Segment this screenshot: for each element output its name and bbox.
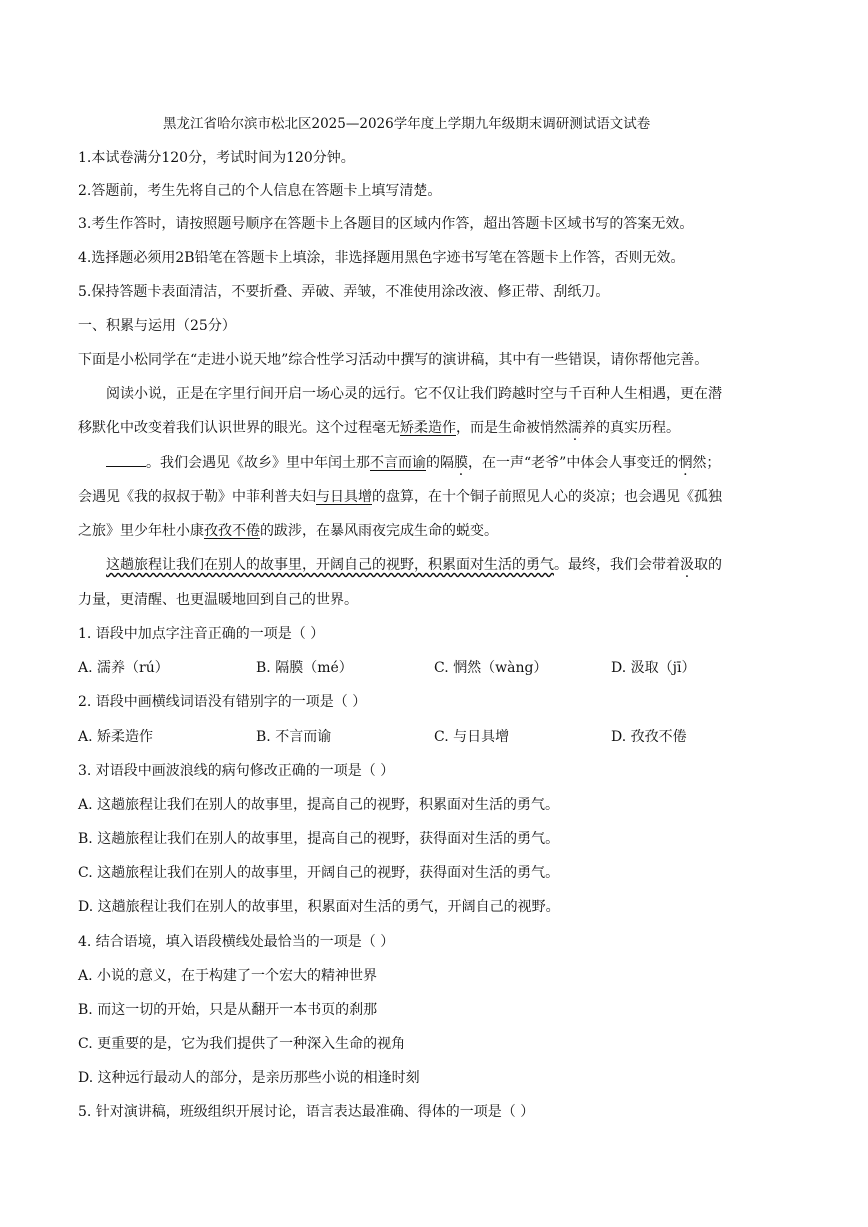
passage-line xyxy=(78,521,498,541)
question-option: A. 矫柔造作 xyxy=(78,729,154,745)
passage-line xyxy=(106,555,722,575)
dotted-char: 濡 xyxy=(568,420,582,436)
question-option: C. 更重要的是，它为我们提供了一种深入生命的视角 xyxy=(78,1036,406,1052)
exam-title: 黑龙江省哈尔滨市松北区2025—2026学年度上学期九年级期末调研测试语文试卷 xyxy=(163,116,651,132)
passage-line xyxy=(106,452,720,473)
passage-text: ，而是生命被悄然 xyxy=(456,420,568,436)
passage-text: 的隔 xyxy=(426,455,454,471)
passage-text: 。最终，我们会带着 xyxy=(554,557,680,573)
question-option: B. 不言而谕 xyxy=(256,729,332,745)
question-option: D. 汲取（jī） xyxy=(611,660,696,676)
question-option: C. 与日具增 xyxy=(434,729,510,745)
question-option: D. 孜孜不倦 xyxy=(611,729,687,745)
question-stem: 4. 结合语境，填入语段横线处最恰当的一项是（ ） xyxy=(78,934,395,950)
question-option: B. 隔膜（mé） xyxy=(256,660,353,676)
question-option: A. 濡养（rú） xyxy=(78,660,169,676)
question-option: C. 这趟旅程让我们在别人的故事里，开阔自己的视野，获得面对生活的勇气。 xyxy=(78,865,560,881)
note-item: 1.本试卷满分120分，考试时间为120分钟。 xyxy=(78,150,355,166)
question-option: D. 这种远行最动人的部分，是亲历那些小说的相逢时刻 xyxy=(78,1070,420,1086)
note-item: 3.考生作答时，请按照题号顺序在答题卡上各题目的区域内作答，超出答题卡区域书写的答案无效。 xyxy=(78,216,694,232)
section-heading: 一、积累与运用（25分） xyxy=(78,318,236,334)
question-stem: 3. 对语段中画波浪线的病句修改正确的一项是（ ） xyxy=(78,763,395,779)
question-stem: 1. 语段中加点字注音正确的一项是（ ） xyxy=(78,626,325,642)
passage-text: 的盘算，在十个铜子前照见人心的炎凉；也会遇见《孤独 xyxy=(372,489,722,505)
passage-line: 阅读小说，正是在字里行间开启一场心灵的远行。它不仅让我们跨越时空与千百种人生相遇，更在潜 xyxy=(106,386,722,402)
underlined-word: 不言而谕 xyxy=(370,455,426,471)
question-option: A. 小说的意义，在于构建了一个宏大的精神世界 xyxy=(78,968,378,984)
note-item: 4.选择题必须用2B铅笔在答题卡上填涂，非选择题用黑色字迹书写笔在答题卡上作答，否则无效。 xyxy=(78,250,685,266)
passage-text: 。我们会遇见《故乡》里中年闰土那 xyxy=(146,455,370,471)
passage-text: 会遇见《我的叔叔于勒》中菲利普夫妇 xyxy=(78,489,316,505)
dotted-char: 汲 xyxy=(680,557,694,573)
underlined-word: 矫柔造作 xyxy=(400,420,456,436)
passage-text: 之旅》里少年杜小康 xyxy=(78,523,204,539)
passage-line xyxy=(78,487,722,507)
passage-line: 力量，更清醒、也更温暖地回到自己的世界。 xyxy=(78,592,358,608)
question-option: A. 这趟旅程让我们在别人的故事里，提高自己的视野，积累面对生活的勇气。 xyxy=(78,797,560,813)
dotted-char: 膜 xyxy=(454,455,468,471)
question-stem: 5. 针对演讲稿，班级组织开展讨论，语言表达最准确、得体的一项是（ ） xyxy=(78,1104,535,1120)
passage-text: ，在一声“老爷”中体会人事变迁的 xyxy=(468,455,679,471)
note-item: 2.答题前，考生先将自己的个人信息在答题卡上填写清楚。 xyxy=(78,183,442,199)
question-option: B. 而这一切的开始，只是从翻开一本书页的刹那 xyxy=(78,1002,378,1018)
question-option: C. 惘然（wàng） xyxy=(434,660,548,676)
question-option: D. 这趟旅程让我们在别人的故事里，积累面对生活的勇气，开阔自己的视野。 xyxy=(78,899,560,915)
passage-line xyxy=(78,418,680,438)
note-item: 5.保持答题卡表面清洁，不要折叠、弄破、弄皱，不准使用涂改液、修正带、刮纸刀。 xyxy=(78,284,610,300)
underlined-word: 孜孜不倦 xyxy=(204,523,260,539)
passage-text: 移默化中改变着我们认识世界的眼光。这个过程毫无 xyxy=(78,420,400,436)
passage-text: 这趟旅程让我们在别人的故事里，开阔自己的视野，积累面对生活的勇气 xyxy=(106,557,554,573)
question-option: B. 这趟旅程让我们在别人的故事里，提高自己的视野，获得面对生活的勇气。 xyxy=(78,831,560,847)
fill-blank xyxy=(106,452,146,467)
question-stem: 2. 语段中画横线词语没有错别字的一项是（ ） xyxy=(78,694,367,710)
passage-text: 的跋涉，在暴风雨夜完成生命的蜕变。 xyxy=(260,523,498,539)
dotted-char: 惘 xyxy=(678,455,693,471)
passage-text: 然； xyxy=(692,455,721,471)
passage-text: 取的 xyxy=(694,557,722,573)
section-intro: 下面是小松同学在“走进小说天地”综合性学习活动中撰写的演讲稿，其中有一些错误，请你帮他完善。 xyxy=(78,352,709,368)
passage-text: 养的真实历程。 xyxy=(582,420,680,436)
underlined-word: 与日具增 xyxy=(316,489,372,505)
